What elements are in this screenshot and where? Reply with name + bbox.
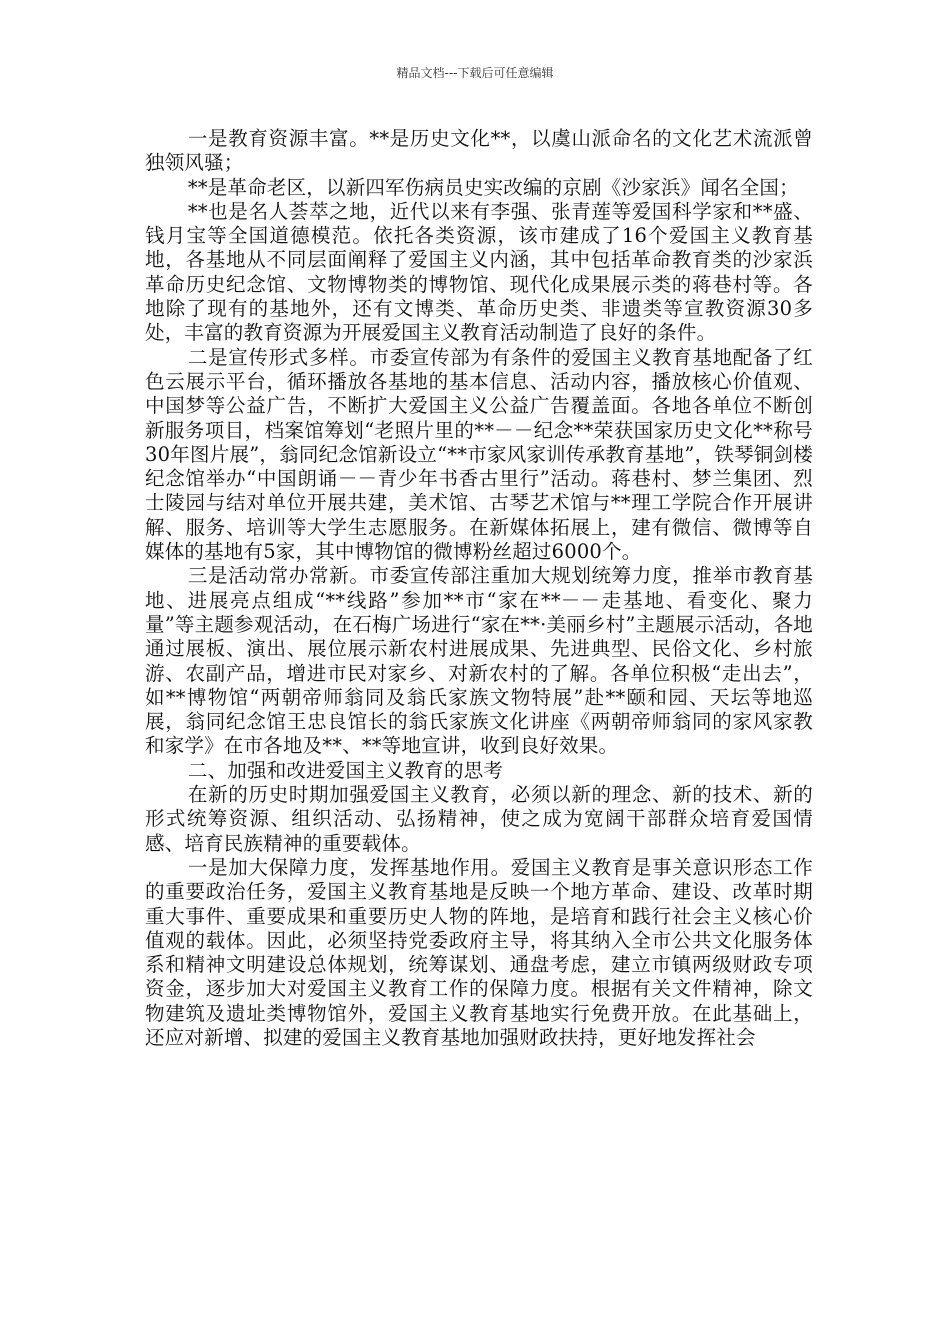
section-heading: 二、加强和改进爱国主义教育的思考 xyxy=(187,758,504,782)
paragraph-activities: 三是活动常办常新。市委宣传部注重加大规划统筹力度，推举市教育基地、进展亮点组成“**线路”参加**市“家在**－－走基地、看变化、聚力量”等主题参观活动，在石梅广场进行“家在**·美丽乡村”主题展示活动，各地通过展板、演出、展位展示新农村进展成果、先进典型、民俗文化、乡村旅游、农副产品，增进市民对家乡、对新农村的了解。各单位积极“走出去”，如**博物馆“两朝帝师翁同及翁氏家族文物特展”赴**颐和园、天坛等地巡展，翁同纪念馆王忠良馆长的翁氏家族文化讲座《两朝帝师翁同的家风家教和家学》在市各地及**、**等地宣讲，收到良好效果。 xyxy=(145,564,813,758)
paragraph-education-resources: 一是教育资源丰富。**是历史文化**，以虞山派命名的文化艺术流派曾独领风骚； xyxy=(145,127,813,175)
paragraph-publicity-forms: 二是宣传形式多样。市委宣传部为有条件的爱国主义教育基地配备了红色云展示平台，循环播放各基地的基本信息、活动内容，播放核心价值观、中国梦等公益广告，不断扩大爱国主义公益广告覆盖面。各地各单位不断创新服务项目，档案馆筹划“老照片里的**－－纪念**荣获国家历史文化**称号30年图片展”，翁同纪念馆新设立“**市家风家训传承教育基地”，铁琴铜剑楼纪念馆举办“中国朗诵－－青少年书香古里行”活动。蒋巷村、梦兰集团、烈士陵园与结对单位开展共建，美术馆、古琴艺术馆与**理工学院合作开展讲解、服务、培训等大学生志愿服务。在新媒体拓展上，建有微信、微博等自媒体的基地有5家，其中博物馆的微博粉丝超过6000个。 xyxy=(145,345,813,564)
paragraph-new-era: 在新的历史时期加强爱国主义教育，必须以新的理念、新的技术、新的形式统筹资源、组织活动、弘扬精神，使之成为宽阔干部群众培育爱国情感、培育民族精神的重要载体。 xyxy=(145,783,813,855)
page-header: 精品文档---下载后可任意编辑 xyxy=(396,66,554,80)
paragraph-revolutionary-area: **是革命老区，以新四军伤病员史实改编的京剧《沙家浜》闻名全国； xyxy=(187,175,799,199)
paragraph-guarantee: 一是加大保障力度，发挥基地作用。爱国主义教育是事关意识形态工作的重要政治任务，爱国主义教育基地是反映一个地方革命、建设、改革时期重大事件、重要成果和重要历史人物的阵地，是培育和践行社会主义核心价值观的载体。因此，必须坚持党委政府主导，将其纳入全市公共文化服务体系和精神文明建设总体规划，统筹谋划、通盘考虑，建立市镇两级财政专项资金，逐步加大对爱国主义教育工作的保障力度。根据有关文件精神，除文物建筑及遗址类博物馆外，爱国主义教育基地实行免费开放。在此基础上，还应对新增、拟建的爱国主义教育基地加强财政扶持，更好地发挥社会 xyxy=(145,855,813,1049)
paragraph-notable-people: **也是名人荟萃之地，近代以来有李强、张青莲等爱国科学家和**盛、钱月宝等全国道德模范。依托各类资源，该市建成了16个爱国主义教育基地，各基地从不同层面阐释了爱国主义内涵，其中包括革命教育类的沙家浜革命历史纪念馆、文物博物类的博物馆、现代化成果展示类的蒋巷村等。各地除了现有的基地外，还有文博类、革命历史类、非遗类等宣教资源30多处，丰富的教育资源为开展爱国主义教育活动制造了良好的条件。 xyxy=(145,199,813,345)
document-body xyxy=(145,127,813,1050)
